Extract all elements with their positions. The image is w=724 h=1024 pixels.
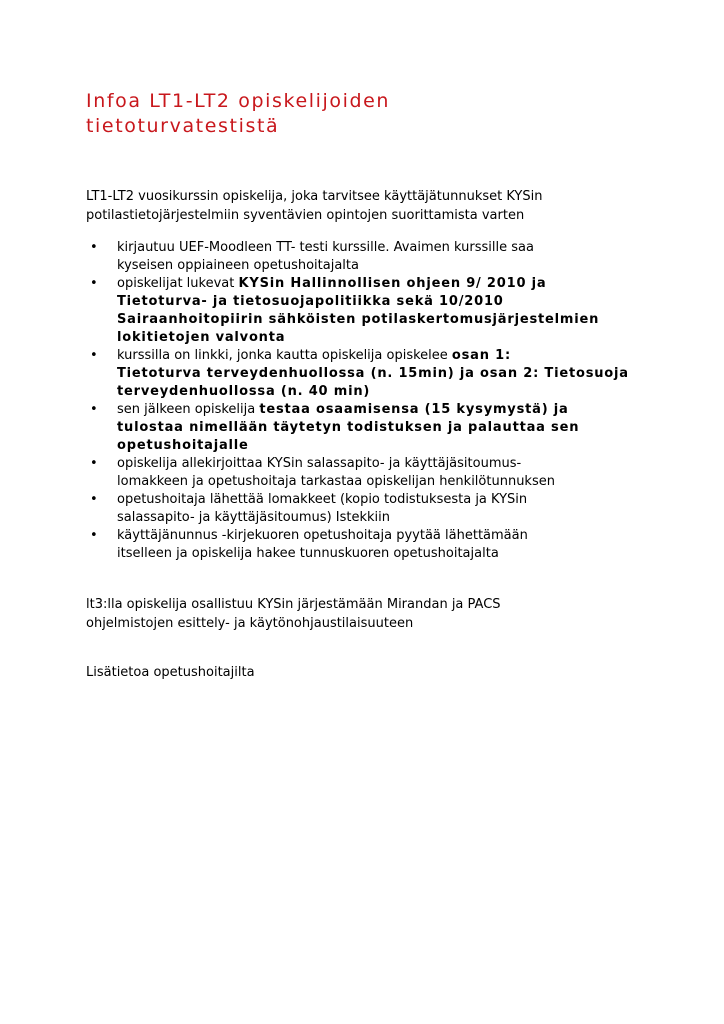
list-item-text: itselleen ja opiskelija hakee tunnuskuoren opetushoitajalta <box>117 546 499 561</box>
list-item-bold-text: terveydenhuollossa (n. 40 min) <box>117 384 371 399</box>
bullet-icon: • <box>90 456 98 471</box>
list-item <box>86 239 646 275</box>
lt3-line-1: lt3:lla opiskelija osallistuu KYSin järjestämään Mirandan ja PACS <box>86 597 501 612</box>
list-item-bold-text: osan 1: <box>451 348 511 363</box>
bullet-icon: • <box>90 492 98 507</box>
list-item-bold-text: testaa osaamisensa (15 kysymystä) ja <box>259 402 569 417</box>
list-item-text: kurssilla on linkki, jonka kautta opiskelija opiskelee <box>117 348 452 363</box>
bullet-icon: • <box>90 528 98 543</box>
list-item-text: opetushoitaja lähettää lomakkeet (kopio todistuksesta ja KYSin <box>117 492 528 507</box>
bullet-icon: • <box>90 348 98 363</box>
list-item <box>86 527 646 563</box>
more-info-text: Lisätietoa opetushoitajilta <box>86 665 255 680</box>
list-item-text: kirjautuu UEF-Moodleen TT- testi kurssille. Avaimen kurssille saa <box>117 240 534 255</box>
list-item-bold-text: lokitietojen valvonta <box>117 330 286 345</box>
intro-line-1: LT1-LT2 vuosikurssin opiskelija, joka tarvitsee käyttäjätunnukset KYSin <box>86 189 543 204</box>
list-item <box>86 401 646 455</box>
list-item-text: opiskelija allekirjoittaa KYSin salassapito- ja käyttäjäsitoumus- <box>117 456 522 471</box>
list-item-text: lomakkeen ja opetushoitaja tarkastaa opiskelijan henkilötunnuksen <box>117 474 555 489</box>
bullet-icon: • <box>90 402 98 417</box>
intro-paragraph <box>86 187 686 225</box>
instruction-list <box>86 239 646 563</box>
list-item-bold-text: KYSin Hallinnollisen ohjeen 9/ 2010 ja <box>238 276 547 291</box>
bullet-icon: • <box>90 240 98 255</box>
list-item-text: opiskelijat lukevat <box>117 276 239 291</box>
list-item-bold-text: Sairaanhoitopiirin sähköisten potilaskertomusjärjestelmien <box>117 312 600 327</box>
list-item-bold-text: Tietoturva- ja tietosuojapolitiikka sekä 10/2010 <box>117 294 504 309</box>
lt3-line-2: ohjelmistojen esittely- ja käytönohjaustilaisuuteen <box>86 616 414 631</box>
list-item-text: kyseisen oppiaineen opetushoitajalta <box>117 258 359 273</box>
list-item-bold-text: Tietoturva terveydenhuollossa (n. 15min) ja osan 2: Tietosuoja <box>117 366 629 381</box>
more-info-paragraph <box>86 663 686 682</box>
list-item <box>86 491 646 527</box>
list-item-text: käyttäjänunnus -kirjekuoren opetushoitaja pyytää lähettämään <box>117 528 528 543</box>
title-line-2: tietoturvatestistä <box>86 115 280 137</box>
list-item-text: sen jälkeen opiskelija <box>117 402 260 417</box>
bullet-icon: • <box>90 276 98 291</box>
lt3-paragraph <box>86 595 686 633</box>
list-item <box>86 347 646 401</box>
intro-line-2: potilastietojärjestelmiin syventävien opintojen suorittamista varten <box>86 208 525 223</box>
list-item-bold-text: tulostaa nimellään täytetyn todistuksen ja palauttaa sen <box>117 420 580 435</box>
list-item <box>86 455 646 491</box>
list-item <box>86 275 646 347</box>
title-line-1: Infoa LT1-LT2 opiskelijoiden <box>86 90 391 112</box>
document-title <box>86 89 646 139</box>
list-item-text: salassapito- ja käyttäjäsitoumus) Istekkiin <box>117 510 390 525</box>
list-item-bold-text: opetushoitajalle <box>117 438 249 453</box>
